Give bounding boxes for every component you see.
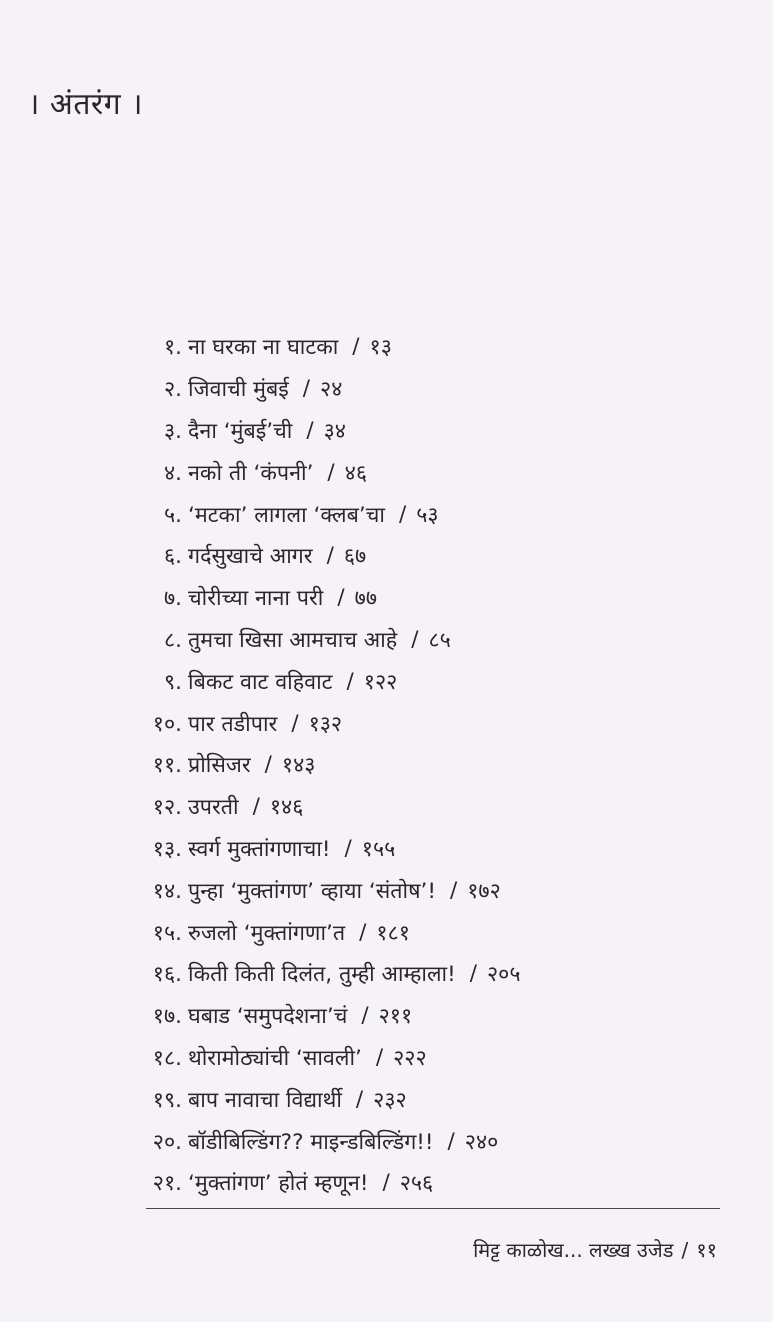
toc-entry-title: दैना ‘मुंबई’ची <box>188 418 293 444</box>
toc-entry-separator: / <box>352 334 360 360</box>
toc-entry <box>130 1120 730 1162</box>
toc-entry-title: पार तडीपार <box>188 711 278 737</box>
toc-entry-page: ८५ <box>428 627 451 653</box>
toc-entry <box>130 786 730 828</box>
toc-entry <box>130 493 730 535</box>
toc-entry-number: ५. <box>163 502 182 528</box>
toc-entry <box>130 619 730 661</box>
toc-entry-number: १८. <box>152 1045 182 1071</box>
toc-entry-page: ४६ <box>344 460 368 486</box>
toc-entry-page: २०५ <box>487 962 521 988</box>
toc-entry-number: ९. <box>163 669 182 695</box>
toc-entry <box>130 953 730 995</box>
toc-entry-separator: / <box>469 961 477 987</box>
toc-entry-separator: / <box>449 877 458 903</box>
toc-entry <box>130 1037 730 1079</box>
toc-entry-separator: / <box>359 919 367 945</box>
toc-entry-number: ६. <box>163 544 182 570</box>
toc-entry <box>130 326 730 368</box>
toc-entry <box>130 869 730 911</box>
toc-entry-page: १४३ <box>281 753 316 779</box>
toc-entry-separator: / <box>291 710 299 736</box>
toc-entry <box>130 828 730 870</box>
toc-entry-number: २०. <box>152 1129 182 1155</box>
toc-entry-separator: / <box>252 794 260 820</box>
toc-entry <box>130 995 730 1037</box>
toc-entry-title: स्वर्ग मुक्तांगणाचा! <box>188 836 331 862</box>
toc-entry-title: बाप नावाचा विद्यार्थी <box>188 1087 342 1113</box>
toc-entry-page: १८१ <box>376 920 410 946</box>
toc-entry-separator: / <box>264 752 272 778</box>
toc-entry-page: ७७ <box>354 586 378 612</box>
toc-entry-page: ६७ <box>343 544 367 570</box>
toc-entry-separator: / <box>447 1128 455 1154</box>
toc-entry-title: जिवाची मुंबई <box>188 377 289 403</box>
toc-entry <box>130 451 730 493</box>
toc-entry-separator: / <box>326 543 334 569</box>
toc-entry-title: ना घरका ना घाटका <box>188 335 339 361</box>
toc-entry-number: १. <box>163 335 182 361</box>
footer-book-title: मिट्ट काळोख... लख्ख उजेड <box>473 1238 674 1262</box>
toc-entry-separator: / <box>306 417 314 443</box>
footer-divider <box>146 1208 720 1209</box>
toc-entry-number: ११. <box>152 753 182 779</box>
toc-entry <box>130 535 730 577</box>
toc-entry-number: १४. <box>152 878 182 904</box>
toc-entry-number: १२. <box>152 795 182 821</box>
toc-entry-number: १६. <box>152 962 182 988</box>
toc-entry-separator: / <box>375 1044 384 1070</box>
toc-entry-page: २४ <box>320 377 343 403</box>
toc-entry <box>130 410 730 452</box>
toc-entry-title: ‘मटका’ लागला ‘क्लब’चा <box>188 502 385 528</box>
toc-entry <box>130 911 730 953</box>
toc-entry-separator: / <box>355 1086 364 1112</box>
toc-entry-separator: / <box>361 1003 369 1029</box>
toc-entry-title: घबाड ‘समुपदेशना’चं <box>188 1004 348 1030</box>
toc-entry-page: ५३ <box>416 502 439 528</box>
toc-entry-title: बिकट वाट वहिवाट <box>188 669 333 695</box>
toc-entry-page: २४० <box>464 1129 499 1155</box>
toc-entry-number: १५. <box>152 920 182 946</box>
toc-entry-number: २. <box>163 377 182 403</box>
toc-entry-separator: / <box>327 459 335 485</box>
toc-entry-page: २२२ <box>393 1045 427 1071</box>
toc-entry-number: ७. <box>163 586 182 612</box>
footer-page-number: ११ <box>696 1238 717 1262</box>
toc-entry-number: ३. <box>163 418 182 444</box>
toc-entry-page: २११ <box>378 1004 413 1030</box>
toc-entry-page: १३ <box>369 335 392 361</box>
toc-entry-page: १७२ <box>467 878 501 904</box>
toc-entry-separator: / <box>337 585 345 611</box>
toc-entry-number: १९. <box>152 1087 182 1113</box>
toc-entry-title: थोरामोठ्यांची ‘सावली’ <box>188 1045 362 1071</box>
toc-entry-page: १५५ <box>361 836 396 862</box>
toc-entry-number: १३. <box>152 836 182 862</box>
toc-entry-separator: / <box>344 835 352 861</box>
toc-entry-page: १३२ <box>308 711 343 737</box>
toc-entry <box>130 744 730 786</box>
toc-entry-number: १०. <box>152 711 182 737</box>
toc-entry-title: ‘मुक्तांगण’ होतं म्हणून! <box>188 1171 369 1197</box>
toc-entry <box>130 577 730 619</box>
toc-entry-title: बॉडीबिल्डिंग?? माइन्डबिल्डिंग!! <box>188 1129 434 1155</box>
table-of-contents <box>130 326 730 1204</box>
toc-entry-separator: / <box>411 626 419 652</box>
toc-entry-title: रुजलो ‘मुक्तांगणा’त <box>188 920 346 946</box>
toc-entry <box>130 702 730 744</box>
toc-entry-page: १२२ <box>363 669 398 695</box>
toc-entry-number: २१. <box>152 1171 182 1197</box>
toc-entry <box>130 368 730 410</box>
toc-entry-title: प्रोसिजर <box>188 753 251 779</box>
page-title: । अंतरंग । <box>28 87 143 122</box>
toc-entry-title: तुमचा खिसा आमचाच आहे <box>188 627 398 653</box>
footer-separator: / <box>681 1238 689 1262</box>
toc-entry-title: किती किती दिलंत, तुम्ही आम्हाला! <box>188 962 456 988</box>
toc-entry-separator: / <box>302 376 311 402</box>
toc-entry-title: नको ती ‘कंपनी’ <box>188 460 314 486</box>
toc-entry-page: १४६ <box>269 795 304 821</box>
toc-entry-separator: / <box>382 1170 390 1196</box>
toc-entry-page: ३४ <box>323 418 346 444</box>
toc-entry <box>130 1078 730 1120</box>
toc-entry-page: २५६ <box>399 1171 434 1197</box>
toc-entry-title: उपरती <box>188 795 239 821</box>
toc-entry-title: चोरीच्या नाना परी <box>188 586 324 612</box>
toc-entry <box>130 660 730 702</box>
toc-entry-number: १७. <box>152 1004 182 1030</box>
toc-entry-separator: / <box>398 501 407 527</box>
running-footer <box>473 1236 717 1263</box>
toc-entry-separator: / <box>346 668 354 694</box>
toc-entry-title: गर्दसुखाचे आगर <box>188 544 313 570</box>
toc-entry-title: पुन्हा ‘मुक्तांगण’ व्हाया ‘संतोष’! <box>188 878 436 904</box>
toc-entry-number: ८. <box>163 627 182 653</box>
toc-entry-number: ४. <box>163 460 182 486</box>
toc-entry-page: २३२ <box>373 1087 407 1113</box>
toc-entry <box>130 1162 730 1204</box>
